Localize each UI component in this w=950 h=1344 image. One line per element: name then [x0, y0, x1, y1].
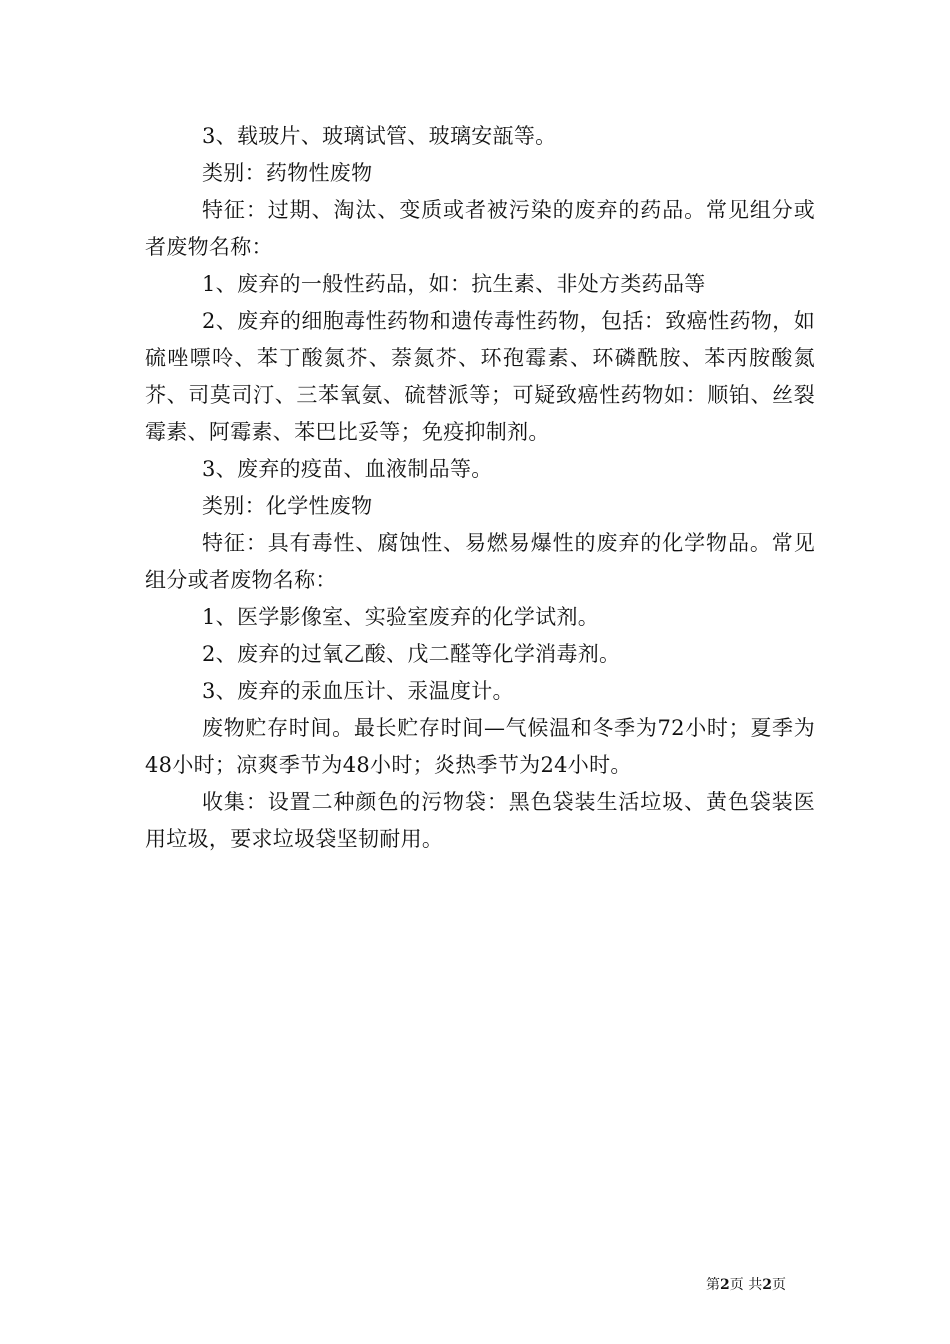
paragraph: 3、载玻片、玻璃试管、玻璃安瓿等。: [202, 124, 557, 148]
document-body: [145, 118, 815, 858]
total-pages-number: 2: [762, 1277, 772, 1293]
list-item: 1、废弃的一般性药品，如：抗生素、非处方类药品等: [202, 272, 706, 296]
category-heading: 类别：药物性废物: [202, 161, 373, 185]
footer-suffix: 页: [771, 1277, 786, 1293]
current-page-number: 2: [720, 1277, 730, 1293]
list-item: 1、医学影像室、实验室废弃的化学试剂。: [202, 605, 600, 629]
list-item: 3、废弃的汞血压计、汞温度计。: [202, 679, 514, 703]
paragraph: 收集：设置二种颜色的污物袋：黑色袋装生活垃圾、黄色袋装医用垃圾，要求垃圾袋坚韧耐用。: [145, 790, 815, 851]
list-item: 3、废弃的疫苗、血液制品等。: [202, 457, 493, 481]
list-item: 2、废弃的细胞毒性药物和遗传毒性药物，包括：致癌性药物，如硫唑嘌呤、苯丁酸氮芥、萘氮芥、环孢霉素、环磷酰胺、苯丙胺酸氮芥、司莫司汀、三苯氧氨、硫替派等；可疑致癌性药物如：顺铂、丝裂霉素、阿霉素、苯巴比妥等；免疫抑制剂。: [145, 309, 815, 444]
paragraph: 特征：具有毒性、腐蚀性、易燃易爆性的废弃的化学物品。常见组分或者废物名称：: [145, 531, 815, 592]
paragraph: 废物贮存时间。最长贮存时间—气候温和冬季为72小时；夏季为48小时；凉爽季节为48小时；炎热季节为24小时。: [145, 716, 815, 777]
footer-prefix: 第: [706, 1277, 720, 1293]
page-footer: [706, 1276, 786, 1294]
paragraph: 特征：过期、淘汰、变质或者被污染的废弃的药品。常见组分或者废物名称：: [145, 198, 815, 259]
list-item: 2、废弃的过氧乙酸、戊二醛等化学消毒剂。: [202, 642, 621, 666]
category-heading: 类别：化学性废物: [202, 494, 373, 518]
footer-middle: 页 共: [729, 1277, 763, 1293]
